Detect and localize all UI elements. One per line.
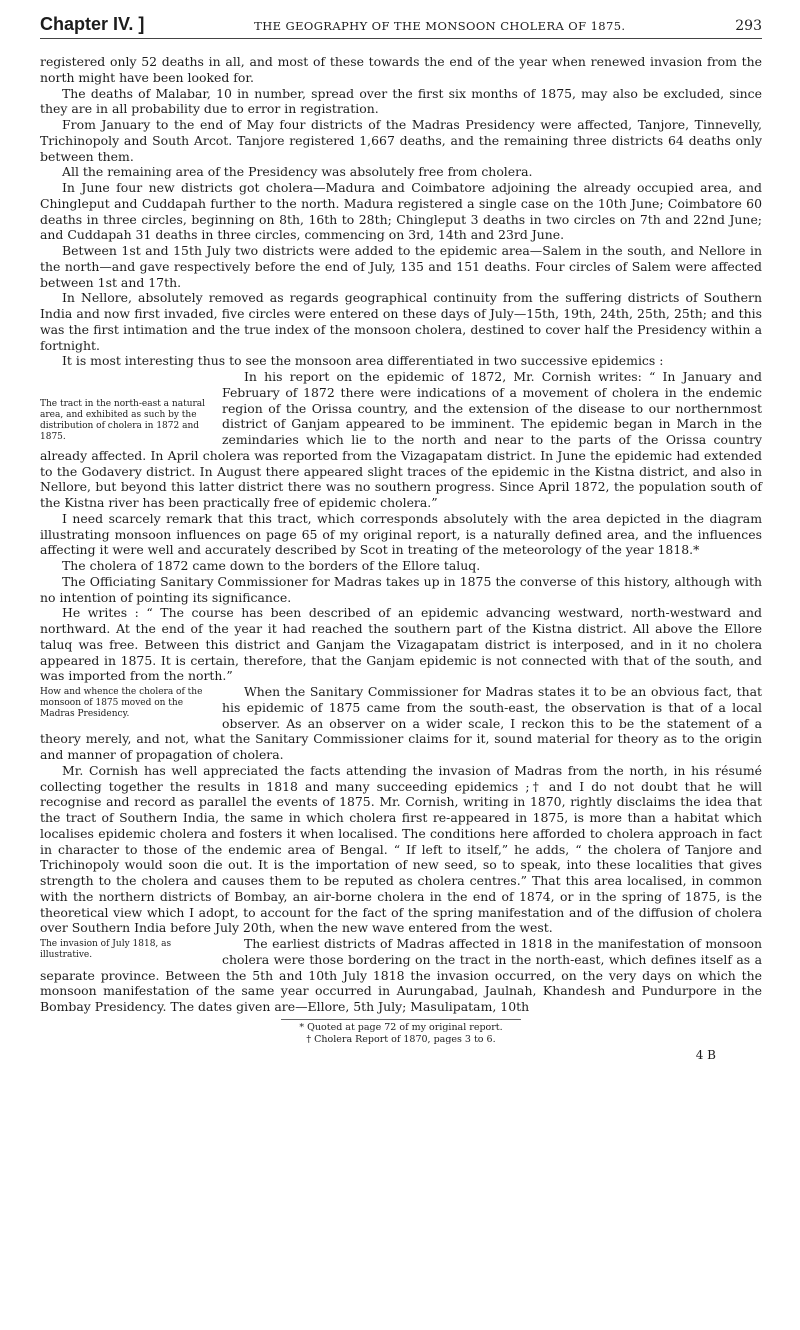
chapter-label: Chapter IV. ] xyxy=(40,14,145,34)
paragraph: I need scarcely remark that this tract, which corresponds absolutely with the area depicted in the diagram illustrating monsoon influences on page 65 of my original report, is a naturally defined area, and the influences affecting it were well and accurately described by Scot in treating of the meteorology of the year 1818.* xyxy=(40,510,762,558)
footnote: † Cholera Report of 1870, pages 3 to 6. xyxy=(306,1033,496,1045)
running-title: THE GEOGRAPHY OF THE MONSOON CHOLERA OF 1875. xyxy=(254,19,626,33)
paragraph: It is most interesting thus to see the monsoon area differentiated in two successive epidemics : xyxy=(62,353,664,369)
paragraph: He writes : “ The course has been described of an epidemic advancing westward, north-westward and northward. At the end of the year it had reached the southern part of the Kistna district. All above the Ellore taluq was free. Between this district and Ganjam the Vizagapatam district is interposed, and in it no cholera appeared in 1875. It is certain, therefore, that the Ganjam epidemic is not connected with that of the south, and was imported from the north.” xyxy=(40,605,762,684)
footnote-rule xyxy=(281,1019,521,1020)
marginal-note: The tract in the north-east a natural area, and exhibited as such by the distribution of cholera in 1872 and 1875. xyxy=(40,399,206,442)
paragraph: Between 1st and 15th July two districts were added to the epidemic area—Salem in the south, and Nellore in the north—and gave respectively before the end of July, 135 and 151 deaths. Four circles of Salem were affected between 1st and 17th. xyxy=(40,243,762,290)
signature-mark: 4 B xyxy=(695,1047,716,1062)
marginal-note: The invasion of July 1818, as illustrative. xyxy=(40,939,172,960)
paragraph: The Officiating Sanitary Commissioner for Madras takes up in 1875 the converse of this history, although with no intention of pointing its significance. xyxy=(40,573,762,605)
page-number: 293 xyxy=(735,18,762,34)
paragraph: In June four new districts got cholera—Madura and Coimbatore adjoining the already occupied area, and Chingleput and Cuddapah further to the north. Madura registered a single case on the 10th June; Coimbatore 60 deaths in three circles, beginning on 8th, 16th to 28th; Chingleput 3 deaths in two circles on 7th and 22nd June; and Cuddapah 31 deaths in three circles, commencing on 3rd, 14th and 23rd June. xyxy=(40,180,762,243)
running-head xyxy=(40,14,762,39)
paragraph: All the remaining area of the Presidency was absolutely free from cholera. xyxy=(62,164,533,180)
paragraph: In his report on the epidemic of 1872, Mr. Cornish writes: “ In January and February of 1872 there were indications of a movement of cholera in the endemic region of the Orissa country, and the extension of the disease to our northernmost district of Ganjam appeared to be imminent. The epidemic began in March in the zemindaries which lie to the north and near to the parts of the Orissa country already affected. In April cholera was reported from the Vizagapatam district. In June the epidemic had extended to the Godavery district. In August there appeared slight traces of the epidemic in the Kistna district, and also in Nellore, but beyond this latter district there was no southern progress. Since April 1872, the population south of the Kistna river has been practically free of epidemic cholera.” xyxy=(40,369,762,510)
body-text xyxy=(40,54,762,1064)
paragraph: When the Sanitary Commissioner for Madras states it to be an obvious fact, that his epidemic of 1875 came from the south-east, the observation is that of a local observer. As an observer on a wider scale, I reckon this to be the statement of a theory merely, and not, what the Sanitary Commissioner claims for it, sound material for theory as to the origin and manner of propagation of cholera. xyxy=(40,684,762,762)
paragraph: The cholera of 1872 came down to the borders of the Ellore taluq. xyxy=(62,558,481,573)
paragraph: registered only 52 deaths in all, and most of these towards the end of the year when renewed invasion from the north might have been looked for. xyxy=(40,54,762,85)
paragraph: In Nellore, absolutely removed as regards geographical continuity from the suffering districts of Southern India and now first invaded, five circles were entered on these days of July—15th, 19th, 24th, 25th, 25th; and this was the first intimation and the true index of the monsoon cholera, destined to cover half the Presidency within a fortnight. xyxy=(40,290,762,353)
marginal-note: How and whence the cholera of the monsoon of 1875 moved on the Madras Presidency. xyxy=(40,687,203,719)
paragraph: The deaths of Malabar, 10 in number, spread over the first six months of 1875, may also be excluded, since they are in all probability due to error in registration. xyxy=(40,85,762,117)
paragraph: From January to the end of May four districts of the Madras Presidency were affected, Tanjore, Tinnevelly, Trichinopoly and South Arcot. Tanjore registered 1,667 deaths, and the remaining three districts 64 deaths only between them. xyxy=(40,117,762,164)
footnote: * Quoted at page 72 of my original report. xyxy=(299,1021,503,1033)
paragraph: The earliest districts of Madras affected in 1818 in the manifestation of monsoon cholera were those bordering on the tract in the north-east, which defines itself as a separate province. Between the 5th and 10th July 1818 the invasion occurred, on the very days on which the monsoon manifestation of the same year occurred in Aurungabad, Jaulnah, Khandesh and Pundurpore in the Bombay Presidency. The dates given are—Ellore, 5th July; Masulipatam, 10th xyxy=(40,936,762,1014)
paragraph: Mr. Cornish has well appreciated the facts attending the invasion of Madras from the north, in his résumé collecting together the results in 1818 and many succeeding epidemics ;† and I do not doubt that he will recognise and record as parallel the events of 1875. Mr. Cornish, writing in 1870, rightly disclaims the idea that the tract of Southern India, the same in which cholera first re-appeared in 1875, is more than a habitat which localises epidemic cholera and fosters it when localised. The conditions here afforded to cholera approach in fact in character to those of the endemic area of Bengal. “ If left to itself,” he adds, “ the cholera of Tanjore and Trichinopoly would soon die out. It is the importation of new seed, so to speak, into these localities that gives strength to the cholera and causes them to be reputed as cholera centres.” That this area localised, in common with the northern districts of Bombay, an air-borne cholera in the end of 1874, or in the spring of 1875, is the theoretical view which I adopt, to account for the fact of the spring manifestation and of the diffusion of cholera over Southern India before July 20th, when the new wave entered from the west. xyxy=(40,762,762,936)
